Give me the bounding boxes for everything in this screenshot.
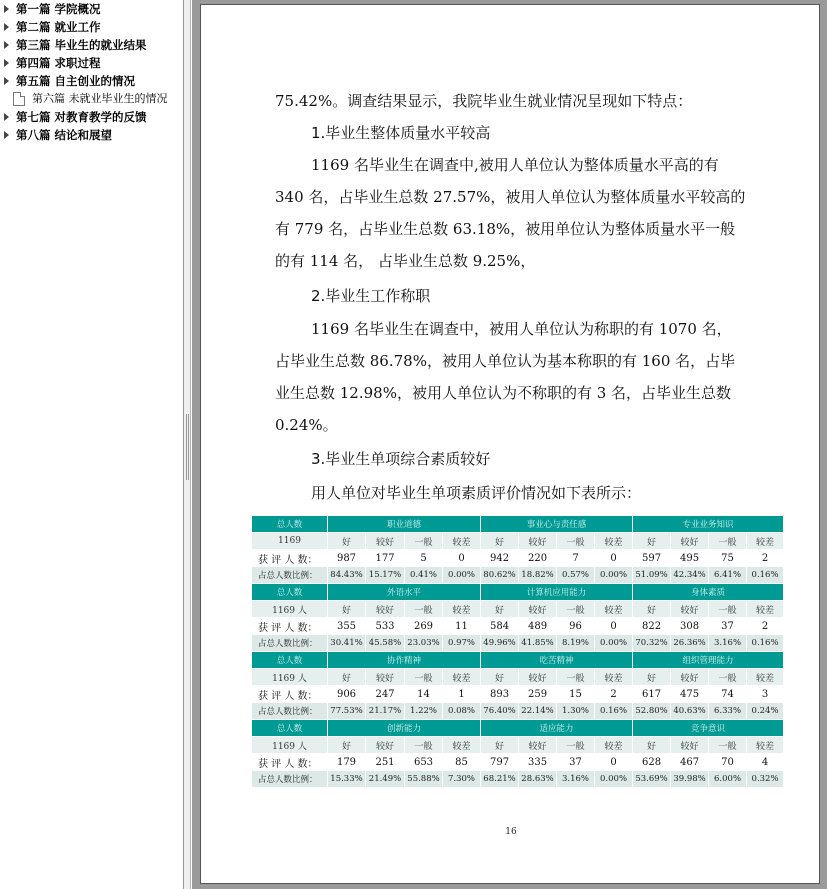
percent-cell: 77.53% — [328, 703, 366, 720]
percent-cell: 0.97% — [443, 635, 481, 652]
rating-header-cell: 一般 — [405, 601, 443, 618]
percent-cell: 0.00% — [595, 771, 633, 788]
table-percent-row — [252, 635, 784, 652]
table-count-row — [252, 618, 784, 635]
rating-header-cell: 一般 — [557, 533, 595, 550]
pane-splitter[interactable] — [184, 0, 191, 889]
total-count-cell: 1169 人 — [252, 601, 328, 618]
rating-header-cell: 较差 — [443, 601, 481, 618]
percent-cell: 21.49% — [366, 771, 405, 788]
percent-cell: 53.69% — [633, 771, 671, 788]
rating-header-cell: 好 — [481, 601, 519, 618]
count-label-cell: 获 评 人 数： — [252, 754, 328, 771]
count-cell: 617 — [633, 686, 671, 703]
rating-header-cell: 好 — [481, 533, 519, 550]
count-cell: 37 — [709, 618, 747, 635]
bookmark-item-5[interactable] — [0, 72, 183, 90]
paragraph-line: 业生总数 12.98%，被用人单位认为不称职的有 3 名，占毕业生总数 — [275, 384, 732, 402]
category-header-cell: 吃苦精神 — [481, 652, 633, 669]
count-cell: 15 — [557, 686, 595, 703]
rating-header-cell: 好 — [481, 669, 519, 686]
percent-cell: 41.85% — [519, 635, 557, 652]
count-cell: 893 — [481, 686, 519, 703]
percent-cell: 3.16% — [709, 635, 747, 652]
percent-cell: 21.17% — [366, 703, 405, 720]
percent-cell: 1.22% — [405, 703, 443, 720]
percent-cell: 15.17% — [366, 567, 405, 584]
count-cell: 942 — [481, 550, 519, 567]
table-header-row — [252, 652, 784, 669]
count-cell: 70 — [709, 754, 747, 771]
paragraph-line: 0.24%。 — [275, 416, 338, 434]
count-cell: 251 — [366, 754, 405, 771]
table-percent-row — [252, 567, 784, 584]
expand-triangle-icon[interactable] — [4, 41, 9, 49]
rating-header-cell: 一般 — [405, 669, 443, 686]
total-header-cell: 总人数 — [252, 652, 328, 669]
percent-cell: 76.40% — [481, 703, 519, 720]
rating-header-cell: 一般 — [709, 737, 747, 754]
rating-header-cell: 一般 — [557, 601, 595, 618]
percent-cell: 0.41% — [405, 567, 443, 584]
percent-label-cell: 占总人数比例： — [252, 703, 328, 720]
percent-cell: 28.63% — [519, 771, 557, 788]
count-cell: 628 — [633, 754, 671, 771]
expand-triangle-icon[interactable] — [4, 5, 9, 13]
count-cell: 335 — [519, 754, 557, 771]
paragraph-line: 的有 114 名， 占毕业生总数 9.25%， — [275, 252, 536, 270]
quality-evaluation-table — [251, 515, 784, 788]
paragraph-line: 75.42%。调查结果显示，我院毕业生就业情况呈现如下特点： — [275, 92, 693, 110]
section-heading: 2.毕业生工作称职 — [311, 287, 431, 305]
percent-cell: 30.41% — [328, 635, 366, 652]
count-cell: 74 — [709, 686, 747, 703]
paragraph-line: 1169 名毕业生在调查中,被用人单位认为整体质量水平高的有 — [311, 156, 719, 174]
rating-header-cell: 较好 — [366, 601, 405, 618]
count-cell: 0 — [595, 550, 633, 567]
page-number: 16 — [505, 827, 517, 837]
rating-header-cell: 较差 — [747, 737, 784, 754]
rating-header-cell: 较差 — [443, 533, 481, 550]
count-cell: 822 — [633, 618, 671, 635]
paragraph-line: 用人单位对毕业生单项素质评价情况如下表所示： — [311, 484, 642, 502]
table-header-row — [252, 516, 784, 533]
count-cell: 247 — [366, 686, 405, 703]
count-cell: 4 — [747, 754, 784, 771]
rating-header-cell: 一般 — [557, 737, 595, 754]
category-header-cell: 竞争意识 — [633, 720, 784, 737]
bookmark-sidebar — [0, 0, 184, 889]
percent-cell: 8.19% — [557, 635, 595, 652]
percent-cell: 0.16% — [595, 703, 633, 720]
rating-header-cell: 好 — [328, 669, 366, 686]
category-header-cell: 专业业务知识 — [633, 516, 784, 533]
count-cell: 533 — [366, 618, 405, 635]
category-header-cell: 外语水平 — [328, 584, 481, 601]
count-cell: 85 — [443, 754, 481, 771]
count-cell: 0 — [595, 618, 633, 635]
document-viewer[interactable] — [192, 0, 827, 889]
count-cell: 797 — [481, 754, 519, 771]
bookmark-item-2[interactable] — [0, 18, 183, 36]
category-header-cell: 适应能力 — [481, 720, 633, 737]
rating-header-cell: 较好 — [366, 737, 405, 754]
count-cell: 75 — [709, 550, 747, 567]
table-count-row — [252, 686, 784, 703]
rating-header-cell: 较好 — [671, 737, 709, 754]
percent-cell: 22.14% — [519, 703, 557, 720]
rating-header-cell: 一般 — [405, 737, 443, 754]
rating-header-cell: 较好 — [671, 669, 709, 686]
expand-triangle-icon[interactable] — [4, 113, 9, 121]
category-header-cell: 职业道德 — [328, 516, 481, 533]
table-percent-row — [252, 771, 784, 788]
table-subheader-row — [252, 533, 784, 550]
table-count-row — [252, 550, 784, 567]
paragraph-line: 占毕业生总数 86.78%，被用人单位认为基本称职的有 160 名，占毕 — [275, 352, 736, 370]
bookmark-label: 第五篇 自主创业的情况 — [16, 74, 136, 88]
count-cell: 467 — [671, 754, 709, 771]
percent-cell: 68.21% — [481, 771, 519, 788]
category-header-cell: 身体素质 — [633, 584, 784, 601]
rating-header-cell: 较差 — [747, 601, 784, 618]
total-count-cell: 1169 人 — [252, 669, 328, 686]
count-cell: 489 — [519, 618, 557, 635]
bookmark-item-4[interactable] — [0, 54, 183, 72]
bookmark-label: 第七篇 对教育教学的反馈 — [16, 110, 147, 124]
rating-header-cell: 较差 — [443, 737, 481, 754]
count-cell: 177 — [366, 550, 405, 567]
count-cell: 3 — [747, 686, 784, 703]
bookmark-item-8[interactable] — [0, 126, 183, 144]
percent-cell: 15.33% — [328, 771, 366, 788]
bookmark-label: 第一篇 学院概况 — [16, 2, 101, 16]
rating-header-cell: 好 — [481, 737, 519, 754]
bookmark-label: 第三篇 毕业生的就业结果 — [16, 38, 147, 52]
rating-header-cell: 较差 — [595, 601, 633, 618]
count-label-cell: 获 评 人 数： — [252, 550, 328, 567]
percent-cell: 55.88% — [405, 771, 443, 788]
bookmark-item-1[interactable] — [0, 0, 183, 18]
count-cell: 11 — [443, 618, 481, 635]
count-cell: 987 — [328, 550, 366, 567]
count-cell: 2 — [747, 618, 784, 635]
percent-cell: 0.00% — [595, 567, 633, 584]
expand-triangle-icon[interactable] — [4, 131, 9, 139]
count-cell: 2 — [747, 550, 784, 567]
percent-cell: 39.98% — [671, 771, 709, 788]
rating-header-cell: 较好 — [366, 533, 405, 550]
count-cell: 179 — [328, 754, 366, 771]
rating-header-cell: 较好 — [671, 533, 709, 550]
percent-label-cell: 占总人数比例： — [252, 635, 328, 652]
rating-header-cell: 一般 — [709, 669, 747, 686]
total-header-cell: 总人数 — [252, 720, 328, 737]
percent-cell: 0.57% — [557, 567, 595, 584]
bookmark-label: 第二篇 就业工作 — [16, 20, 101, 34]
percent-cell: 6.41% — [709, 567, 747, 584]
total-header-cell: 总人数 — [252, 516, 328, 533]
count-cell: 0 — [595, 754, 633, 771]
rating-header-cell: 较差 — [747, 533, 784, 550]
count-cell: 269 — [405, 618, 443, 635]
count-cell: 96 — [557, 618, 595, 635]
bookmark-label: 第六篇 未就业毕业生的情况 — [32, 92, 168, 105]
rating-header-cell: 好 — [328, 737, 366, 754]
rating-header-cell: 较好 — [519, 601, 557, 618]
rating-header-cell: 较差 — [595, 533, 633, 550]
rating-header-cell: 一般 — [557, 669, 595, 686]
rating-header-cell: 好 — [633, 737, 671, 754]
table-subheader-row — [252, 737, 784, 754]
paragraph-line: 有 779 名，占毕业生总数 63.18%，被用单位认为整体质量水平一般 — [275, 220, 736, 238]
rating-header-cell: 一般 — [709, 533, 747, 550]
splitter-grip-icon[interactable] — [186, 414, 189, 480]
percent-cell: 0.24% — [747, 703, 784, 720]
rating-header-cell: 较好 — [671, 601, 709, 618]
section-heading: 1.毕业生整体质量水平较高 — [311, 124, 491, 142]
rating-header-cell: 较差 — [443, 669, 481, 686]
count-cell: 5 — [405, 550, 443, 567]
paragraph-line: 1169 名毕业生在调查中，被用人单位认为称职的有 1070 名， — [311, 320, 732, 338]
percent-cell: 3.16% — [557, 771, 595, 788]
count-cell: 2 — [595, 686, 633, 703]
percent-cell: 0.00% — [443, 567, 481, 584]
table-count-row — [252, 754, 784, 771]
percent-cell: 49.96% — [481, 635, 519, 652]
percent-cell: 42.34% — [671, 567, 709, 584]
bookmark-item-6[interactable] — [0, 90, 183, 108]
percent-cell: 40.63% — [671, 703, 709, 720]
percent-cell: 6.33% — [709, 703, 747, 720]
expand-triangle-icon[interactable] — [4, 59, 9, 67]
percent-cell: 80.62% — [481, 567, 519, 584]
count-label-cell: 获 评 人 数： — [252, 618, 328, 635]
percent-cell: 0.16% — [747, 635, 784, 652]
rating-header-cell: 好 — [328, 601, 366, 618]
percent-cell: 0.00% — [595, 635, 633, 652]
table-subheader-row — [252, 601, 784, 618]
percent-cell: 84.43% — [328, 567, 366, 584]
count-cell: 355 — [328, 618, 366, 635]
rating-header-cell: 较好 — [519, 737, 557, 754]
category-header-cell: 协作精神 — [328, 652, 481, 669]
rating-header-cell: 好 — [633, 533, 671, 550]
count-cell: 475 — [671, 686, 709, 703]
percent-cell: 18.82% — [519, 567, 557, 584]
rating-header-cell: 较差 — [595, 737, 633, 754]
count-cell: 495 — [671, 550, 709, 567]
percent-cell: 51.09% — [633, 567, 671, 584]
percent-cell: 23.03% — [405, 635, 443, 652]
rating-header-cell: 较差 — [747, 669, 784, 686]
count-cell: 259 — [519, 686, 557, 703]
count-cell: 308 — [671, 618, 709, 635]
expand-triangle-icon[interactable] — [4, 23, 9, 31]
percent-cell: 1.30% — [557, 703, 595, 720]
count-cell: 584 — [481, 618, 519, 635]
count-cell: 220 — [519, 550, 557, 567]
count-cell: 0 — [443, 550, 481, 567]
bookmark-item-3[interactable] — [0, 36, 183, 54]
rating-header-cell: 较好 — [366, 669, 405, 686]
category-header-cell: 组织管理能力 — [633, 652, 784, 669]
category-header-cell: 创新能力 — [328, 720, 481, 737]
document-page — [200, 4, 820, 884]
percent-cell: 7.30% — [443, 771, 481, 788]
rating-header-cell: 好 — [328, 533, 366, 550]
paragraph-line: 340 名，占毕业生总数 27.57%，被用人单位认为整体质量水平较高的 — [275, 188, 746, 206]
table-subheader-row — [252, 669, 784, 686]
table-header-row — [252, 584, 784, 601]
percent-cell: 52.80% — [633, 703, 671, 720]
percent-cell: 0.32% — [747, 771, 784, 788]
category-header-cell: 计算机应用能力 — [481, 584, 633, 601]
table-percent-row — [252, 703, 784, 720]
count-cell: 37 — [557, 754, 595, 771]
table-header-row — [252, 720, 784, 737]
percent-cell: 0.08% — [443, 703, 481, 720]
rating-header-cell: 好 — [633, 601, 671, 618]
percent-cell: 45.58% — [366, 635, 405, 652]
rating-header-cell: 较差 — [595, 669, 633, 686]
percent-cell: 6.00% — [709, 771, 747, 788]
count-cell: 653 — [405, 754, 443, 771]
bookmark-label: 第四篇 求职过程 — [16, 56, 101, 70]
total-count-cell: 1169 人 — [252, 737, 328, 754]
category-header-cell: 事业心与责任感 — [481, 516, 633, 533]
bookmark-item-7[interactable] — [0, 108, 183, 126]
percent-label-cell: 占总人数比例： — [252, 771, 328, 788]
percent-cell: 26.36% — [671, 635, 709, 652]
section-heading: 3.毕业生单项综合素质较好 — [311, 450, 491, 468]
count-label-cell: 获 评 人 数： — [252, 686, 328, 703]
expand-triangle-icon[interactable] — [4, 77, 9, 85]
count-cell: 906 — [328, 686, 366, 703]
percent-cell: 0.16% — [747, 567, 784, 584]
rating-header-cell: 一般 — [405, 533, 443, 550]
count-cell: 1 — [443, 686, 481, 703]
total-count-cell: 1169 — [252, 533, 328, 550]
count-cell: 14 — [405, 686, 443, 703]
rating-header-cell: 好 — [633, 669, 671, 686]
rating-header-cell: 较好 — [519, 533, 557, 550]
total-header-cell: 总人数 — [252, 584, 328, 601]
percent-label-cell: 占总人数比例： — [252, 567, 328, 584]
document-page-icon — [13, 92, 25, 106]
count-cell: 7 — [557, 550, 595, 567]
percent-cell: 70.32% — [633, 635, 671, 652]
count-cell: 597 — [633, 550, 671, 567]
bookmark-label: 第八篇 结论和展望 — [16, 128, 113, 142]
rating-header-cell: 较好 — [519, 669, 557, 686]
rating-header-cell: 一般 — [709, 601, 747, 618]
